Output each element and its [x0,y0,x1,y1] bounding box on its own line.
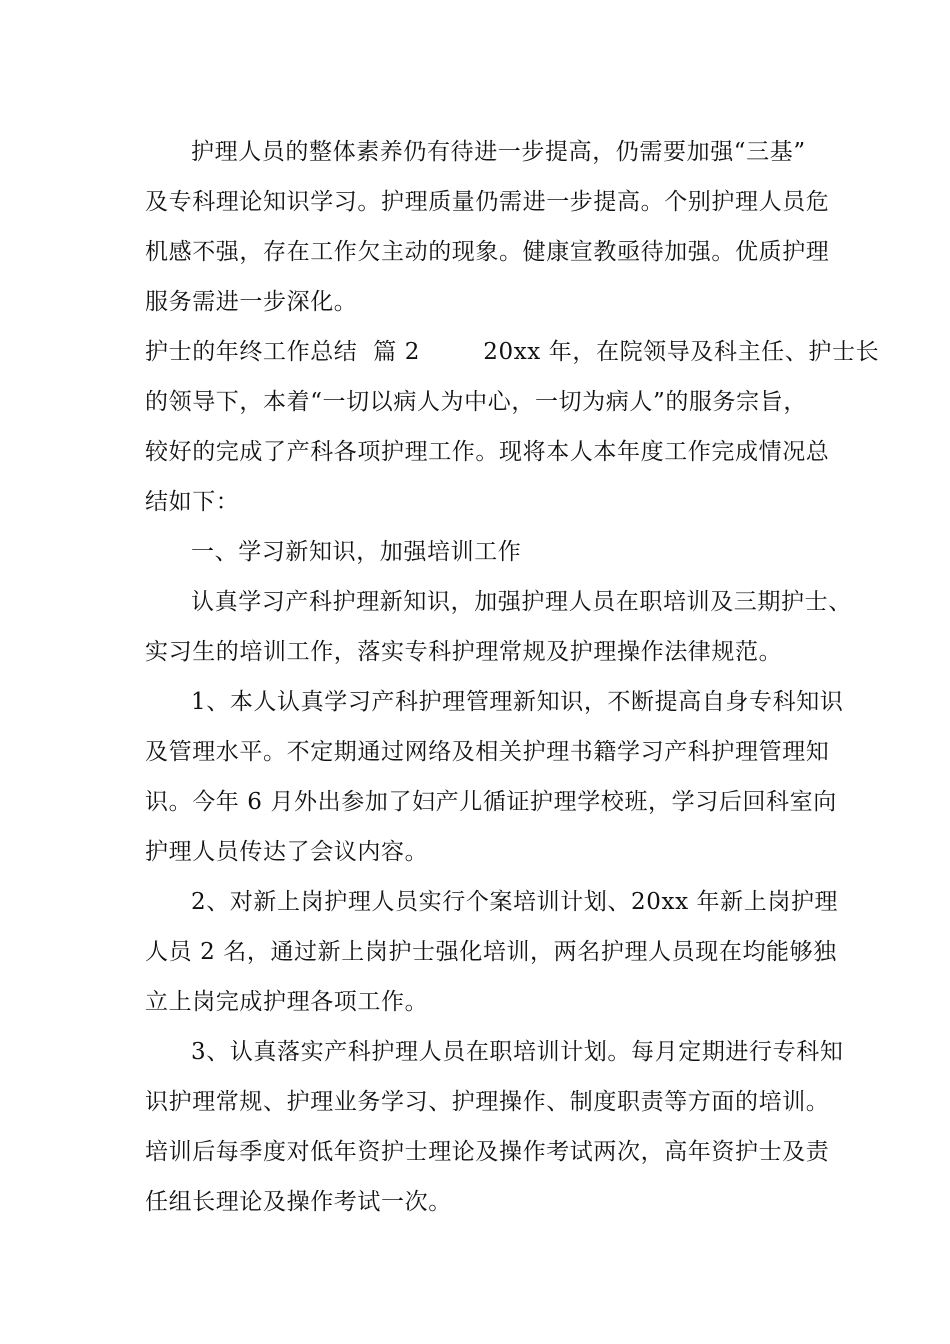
text-line: 人员 2 名，通过新上岗护士强化培训，两名护理人员现在均能够独 [145,939,837,965]
text-line: 及管理水平。不定期通过网络及相关护理书籍学习产科护理管理知 [145,739,830,765]
text-line: 护理人员传达了会议内容。 [145,839,429,865]
text-line: 及专科理论知识学习。护理质量仍需进一步提高。个别护理人员危 [145,189,830,215]
section-heading-line: 护士的年终工作总结 篇 2 20xx 年，在院领导及科主任、护士长 [145,339,880,365]
text-line: 认真学习产科护理新知识，加强护理人员在职培训及三期护士、 [191,589,852,615]
text-line: 3、认真落实产科护理人员在职培训计划。每月定期进行专科知 [191,1039,844,1065]
text-line: 立上岗完成护理各项工作。 [145,989,429,1015]
text-line: 服务需进一步深化。 [145,289,358,315]
text-line: 机感不强，存在工作欠主动的现象。健康宣教亟待加强。优质护理 [145,239,830,265]
text-line: 任组长理论及操作考试一次。 [145,1189,452,1215]
text-line: 实习生的培训工作，落实专科护理常规及护理操作法律规范。 [145,639,783,665]
text-line: 识。今年 6 月外出参加了妇产儿循证护理学校班，学习后回科室向 [145,789,837,815]
text-line: 结如下： [145,489,240,515]
text-line: 2、对新上岗护理人员实行个案培训计划、20xx 年新上岗护理 [191,889,839,915]
text-line: 的领导下，本着“一切以病人为中心，一切为病人”的服务宗旨， [145,389,807,415]
text-line: 识护理常规、护理业务学习、护理操作、制度职责等方面的培训。 [145,1089,830,1115]
text-line: 较好的完成了产科各项护理工作。现将本人本年度工作完成情况总 [145,439,830,465]
subheading-line: 一、学习新知识，加强培训工作 [191,539,522,565]
text-line: 培训后每季度对低年资护士理论及操作考试两次，高年资护士及责 [145,1139,830,1165]
text-line: 1、本人认真学习产科护理管理新知识，不断提高自身专科知识 [191,689,844,715]
text-line: 护理人员的整体素养仍有待进一步提高，仍需要加强“三基” [191,139,806,165]
